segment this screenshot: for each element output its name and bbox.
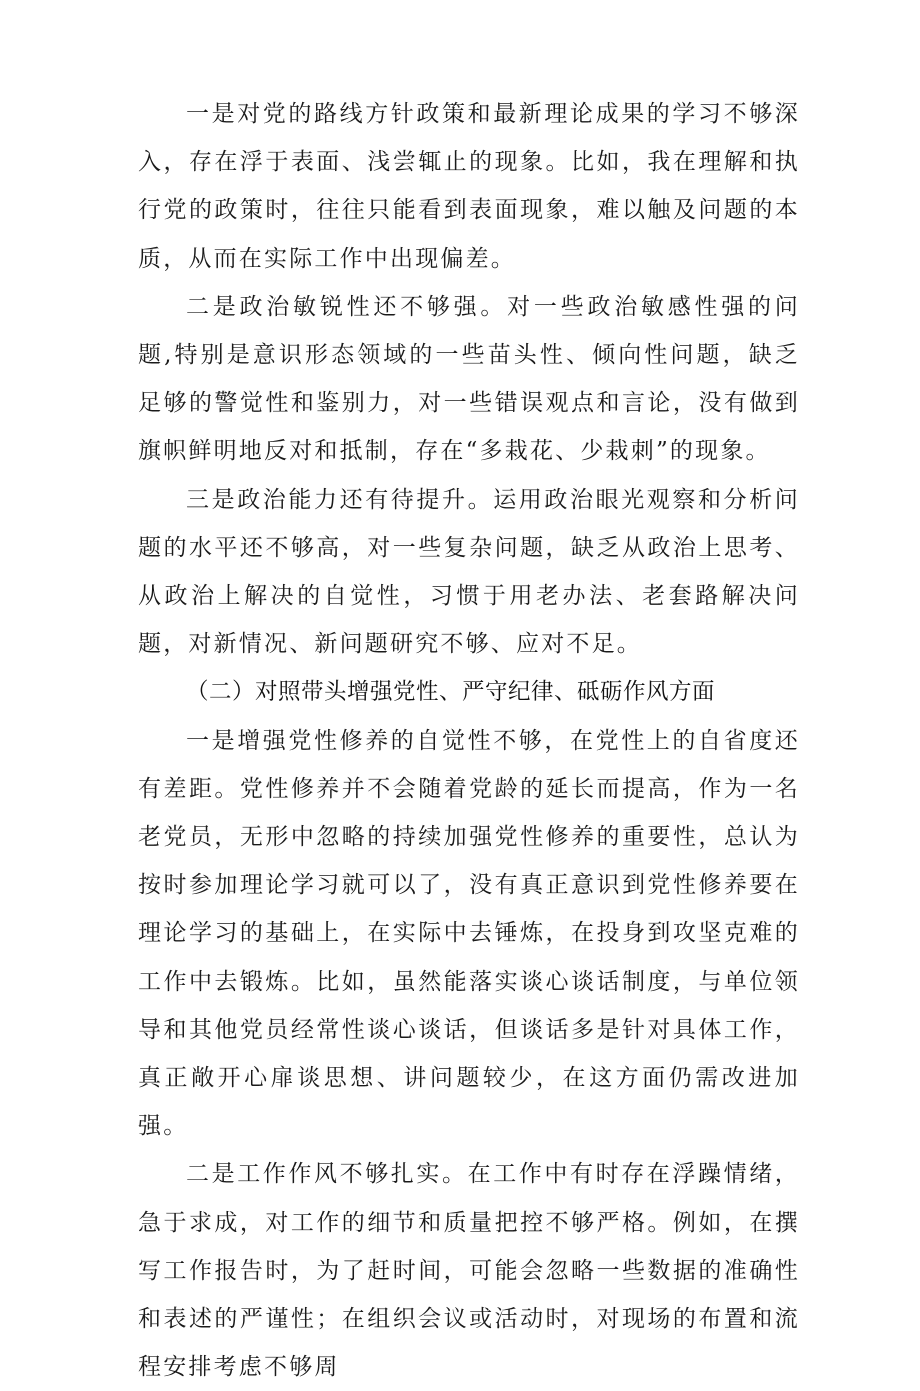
document-body	[138, 90, 800, 1391]
paragraph-5: 二是工作作风不够扎实。在工作中有时存在浮躁情绪，急于求成，对工作的细节和质量把控不够严格。例如，在撰写工作报告时，为了赶时间，可能会忽略一些数据的准确性和表述的严谨性；在组织会议或活动时，对现场的布置和流程安排考虑不够周	[138, 1161, 800, 1381]
section-heading: （二）对照带头增强党性、严守纪律、砥砺作风方面	[186, 679, 716, 706]
paragraph-1: 一是对党的路线方针政策和最新理论成果的学习不够深入，存在浮于表面、浅尝辄止的现象。比如，我在理解和执行党的政策时，往往只能看到表面现象，难以触及问题的本质，从而在实际工作中出现偏差。	[138, 101, 800, 272]
paragraph-3: 三是政治能力还有待提升。运用政治眼光观察和分析问题的水平还不够高，对一些复杂问题，缺乏从政治上思考、从政治上解决的自觉性，习惯于用老办法、老套路解决问题，对新情况、新问题研究不够、应对不足。	[138, 486, 800, 658]
paragraph-4: 一是增强党性修养的自觉性不够，在党性上的自省度还有差距。党性修养并不会随着党龄的延长而提高，作为一名老党员，无形中忽略的持续加强党性修养的重要性，总认为按时参加理论学习就可以了，没有真正意识到党性修养要在理论学习的基础上，在实际中去锤炼，在投身到攻坚克难的工作中去锻炼。比如，虽然能落实谈心谈话制度，与单位领导和其他党员经常性谈心谈话，但谈话多是针对具体工作，真正敞开心扉谈思想、讲问题较少，在这方面仍需改进加强。	[138, 727, 800, 1140]
paragraph-2: 二是政治敏锐性还不够强。对一些政治敏感性强的问题,特别是意识形态领域的一些苗头性、倾向性问题，缺乏足够的警觉性和鉴别力，对一些错误观点和言论，没有做到旗帜鲜明地反对和抵制，存在“多栽花、少栽刺”的现象。	[138, 293, 800, 465]
